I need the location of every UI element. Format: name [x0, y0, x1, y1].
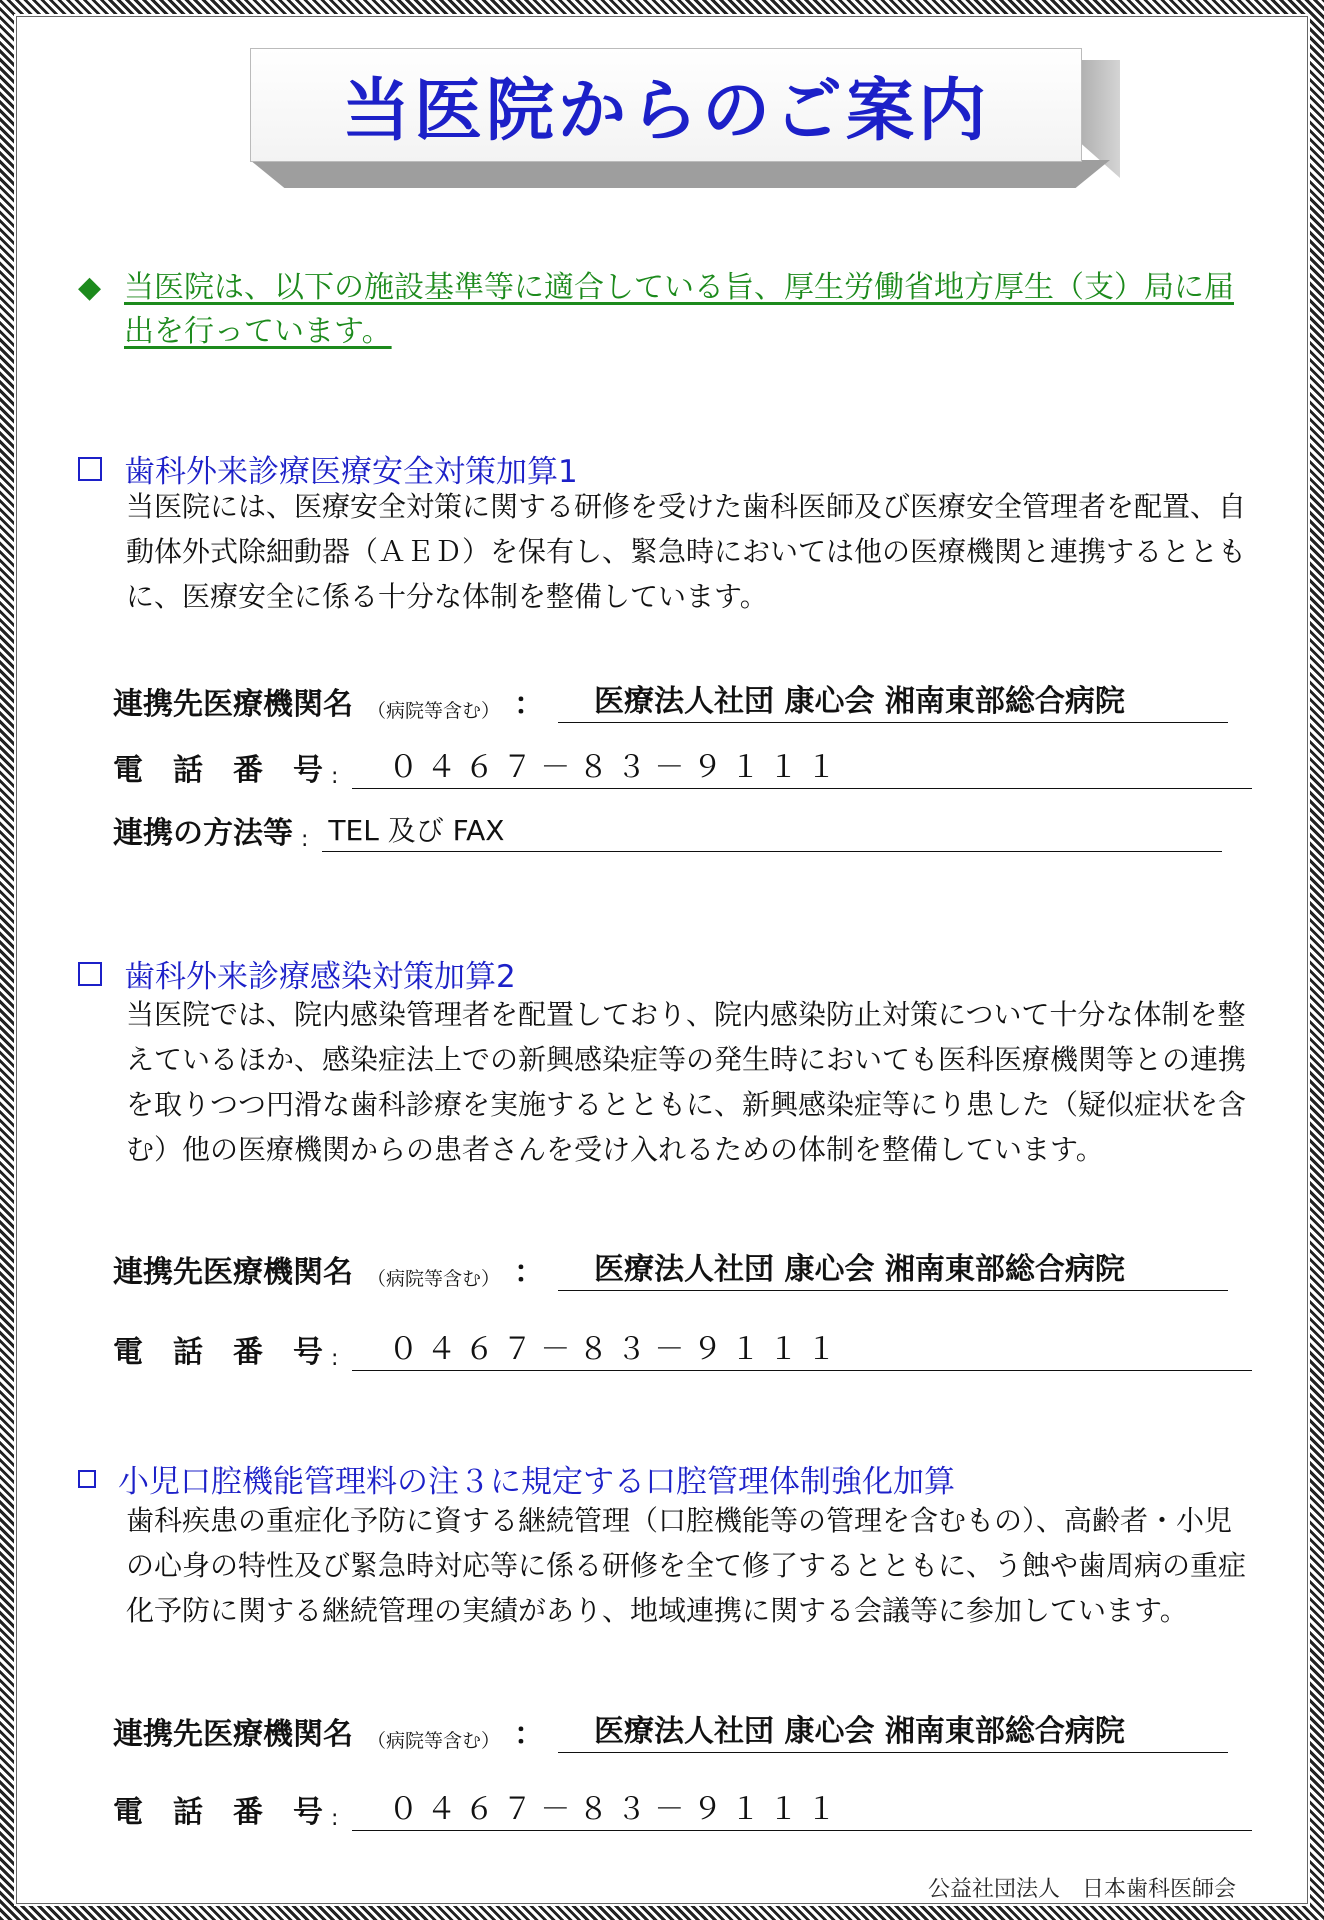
section-heading-text: 歯科外来診療医療安全対策加算1: [124, 454, 578, 490]
partner-note: （病院等含む）: [367, 1730, 501, 1752]
section-body-1: 当医院には、医療安全対策に関する研修を受けた歯科医師及び医療安全管理者を配置、自動体外式除細動器（ＡＥＤ）を保有し、緊急時においては他の医療機関と連携するとともに、医療安全に係る十分な体制を整備しています。: [126, 490, 1247, 613]
partner-note: （病院等含む）: [367, 1268, 501, 1290]
diamond-bullet-icon: ◆: [78, 270, 102, 305]
colon: ：: [514, 687, 545, 722]
phone-value: ０４６７－８３－９１１１: [352, 1324, 1252, 1371]
partner-value: 医療法人社団 康心会 湘南東部総合病院: [558, 1244, 1228, 1291]
method-value: TEL 及び FAX: [322, 809, 1222, 852]
footer-organization: 公益社団法人 日本歯科医師会: [927, 1877, 1236, 1902]
checkbox-square-icon: [78, 1470, 96, 1488]
section-heading-text: 小児口腔機能管理料の注３に規定する口腔管理体制強化加算: [118, 1464, 955, 1500]
phone-row-1: [113, 742, 1252, 789]
phone-row-2: [113, 1324, 1252, 1371]
partner-row-3: [113, 1706, 1228, 1753]
section-heading-text: 歯科外来診療感染対策加算2: [124, 959, 516, 995]
phone-label: 電 話 番 号: [113, 1795, 323, 1830]
section-heading-3: [78, 1456, 955, 1501]
colon: :: [301, 827, 309, 852]
partner-label: 連携先医療機関名: [113, 687, 353, 722]
partner-label: 連携先医療機関名: [113, 1255, 353, 1290]
phone-value: ０４６７－８３－９１１１: [352, 742, 1252, 789]
partner-label: 連携先医療機関名: [113, 1717, 353, 1752]
section-body-2: 当医院では、院内感染管理者を配置しており、院内感染防止対策について十分な体制を整えているほか、感染症法上での新興感染症等の発生時においても医科医療機関等との連携を取りつつ円滑な歯科診療を実施するとともに、新興感染症等にり患した（疑似症状を含む）他の医療機関からの患者さんを受け入れるための体制を整備しています。: [126, 998, 1247, 1166]
section-body-3: 歯科疾患の重症化予防に資する継続管理（口腔機能等の管理を含むもの）、高齢者・小児の心身の特性及び緊急時対応等に係る研修を全て修了するとともに、う蝕や歯周病の重症化予防に関する継続管理の実績があり、地域連携に関する会議等に参加しています。: [126, 1504, 1247, 1627]
title-box: [250, 48, 1082, 162]
colon: ：: [514, 1717, 545, 1752]
method-row-1: [113, 808, 1222, 852]
partner-row-2: [113, 1244, 1228, 1291]
checkbox-square-icon: [78, 457, 102, 481]
title-banner-bottom-shadow: [250, 160, 1110, 188]
colon: ：: [514, 1255, 545, 1290]
section-heading-2: [78, 951, 516, 996]
partner-value: 医療法人社団 康心会 湘南東部総合病院: [558, 1706, 1228, 1753]
page-title: 当医院からのご案内: [341, 71, 990, 151]
notice: [78, 266, 1258, 354]
method-label: 連携の方法等: [113, 816, 293, 851]
colon: :: [331, 1346, 339, 1371]
phone-value: ０４６７－８３－９１１１: [352, 1784, 1252, 1831]
phone-label: 電 話 番 号: [113, 1335, 323, 1370]
title-banner: [250, 48, 1120, 188]
notice-text: 当医院は、以下の施設基準等に適合している旨、厚生労働省地方厚生（支）局に届出を行っています。: [124, 270, 1234, 349]
phone-row-3: [113, 1784, 1252, 1831]
partner-row-1: [113, 676, 1228, 723]
partner-note: （病院等含む）: [367, 700, 501, 722]
colon: :: [331, 1806, 339, 1831]
phone-label: 電 話 番 号: [113, 753, 323, 788]
colon: :: [331, 764, 339, 789]
checkbox-square-icon: [78, 962, 102, 986]
partner-value: 医療法人社団 康心会 湘南東部総合病院: [558, 676, 1228, 723]
